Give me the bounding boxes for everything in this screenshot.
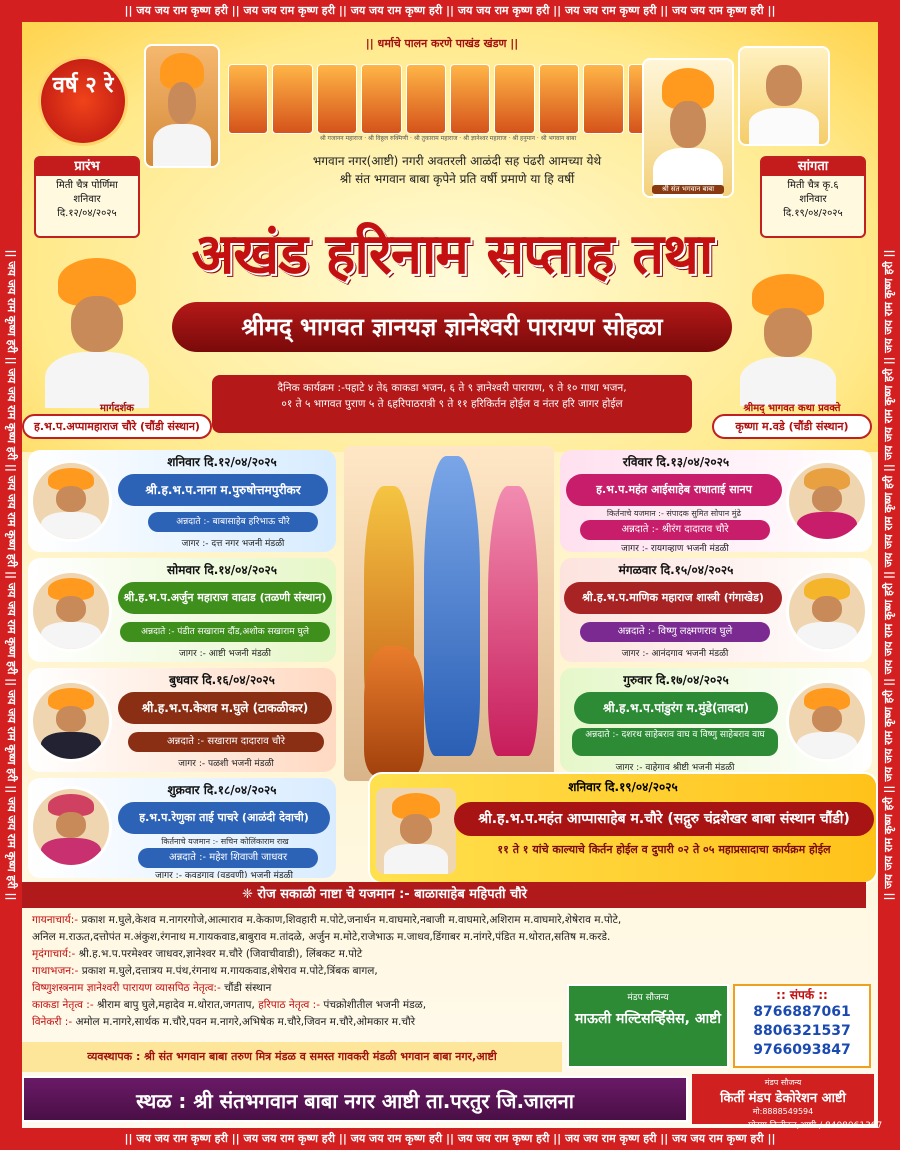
guide-name: ह.भ.प.अप्पामहाराज चौरे (चौंडी संस्थान) bbox=[22, 414, 212, 439]
credit-vyaspith bbox=[32, 980, 552, 997]
day-speaker: श्री.ह.भ.प.पांडुरंग म.मुंडे(तावदा) bbox=[574, 692, 778, 724]
credit-key: काकडा नेतृत्व :- bbox=[32, 999, 94, 1011]
deity-image bbox=[406, 64, 446, 134]
venue: स्थळ : श्री संतभगवान बाबा नगर आष्टी ता.परतुर जि.जालना bbox=[22, 1076, 688, 1122]
deity-image bbox=[450, 64, 490, 134]
deity-caption: श्री गजानन महाराज · श्री विठ्ठल रुक्मिणी · श्री तुकाराम महाराज · श्री ज्ञानेश्वर महाराज · श्री हनुमान · श्री भगवान बाबा bbox=[319, 135, 577, 142]
end-label: सांगता bbox=[762, 158, 864, 176]
deity-image bbox=[361, 64, 401, 134]
main-title: अखंड हरिनाम सप्ताह तथा bbox=[191, 221, 713, 287]
finale-note: ११ ते १ यांचे काल्याचे किर्तन होईल व दुपारी ०२ ते ०५ महाप्रसादाचा कार्यक्रम होईल bbox=[497, 843, 831, 856]
speaker-thumb bbox=[376, 788, 456, 874]
guide-caption: मार्गदर्शक bbox=[100, 403, 134, 414]
deity-image bbox=[494, 64, 534, 134]
speaker-thumb bbox=[30, 680, 112, 762]
day-speaker: श्री.ह.भ.प.नाना म.पुरुषोत्तमपुरीकर bbox=[118, 474, 328, 506]
day-speaker: श्री.ह.भ.प.केशव म.घुले (टाकळीकर) bbox=[118, 692, 332, 724]
day-date: मंगळवार दि.१५/०४/२०२५ bbox=[618, 563, 734, 577]
decor-sponsor bbox=[692, 1074, 874, 1124]
start-box bbox=[34, 156, 140, 238]
phone-number[interactable]: 9766093847 bbox=[753, 1042, 851, 1058]
ram-darbar-image bbox=[344, 446, 554, 781]
deity-images bbox=[228, 64, 668, 134]
credit-value: पंचक्रोशीतील भजनी मंडळ, bbox=[323, 999, 427, 1011]
day-jagar: जागर :- वाहेगाव श्रीष्टी भजनी मंडळी bbox=[615, 763, 735, 772]
finale-speaker: श्री.ह.भ.प.महंत आप्पासाहेब म.चौरे (सद्गुरु चंद्रशेखर बाबा संस्थान चौंडी) bbox=[454, 802, 874, 836]
day-card bbox=[28, 668, 336, 772]
day-date: रविवार दि.१३/०४/२०२५ bbox=[622, 455, 730, 469]
credit-vineti bbox=[32, 1014, 552, 1031]
speaker-thumb bbox=[30, 786, 112, 868]
daily-schedule bbox=[212, 375, 692, 433]
day-date: गुरुवार दि.१७/०४/२०२५ bbox=[623, 673, 729, 687]
intro-text bbox=[222, 152, 692, 188]
day-food-donor: अन्नदाते :- पंडीत सखाराम दौंड,अशोक सखाराम घुले bbox=[120, 622, 330, 642]
day-food-donor: अन्नदाते :- सखाराम दादाराव चौरे bbox=[128, 732, 324, 752]
daily-line: दैनिक कार्यक्रम :-पहाटे ४ ते६ काकडा भजन, ६ ते ९ ज्ञानेश्वरी पारायण, ९ ते १० गाथा भजन, bbox=[277, 382, 627, 394]
credit-key: गाथाभजन:- bbox=[32, 965, 79, 977]
credit-value: प्रकाश म.घुले,दत्तात्रय म.पंथ,रंगनाथ म.गायकवाड,शेषेराव म.पोटे,त्रिंबक बागल, bbox=[81, 965, 378, 977]
contact-box bbox=[733, 984, 871, 1068]
border-chant-left: || जय जय राम कृष्ण हरी || जय जय राम कृष्ण हरी || जय जय राम कृष्ण हरी || जय जय राम कृष्ण हरी || जय जय राम कृष्ण हरी || जय जय राम कृष्ण हरी || bbox=[5, 249, 18, 901]
day-jagar: जागर :- कवडगाव (वडवणी) भजनी मंडळी bbox=[155, 871, 293, 878]
credit-key: विष्णुशस्त्रनाम ज्ञानेश्वरी पारायण व्यासपिठ नेतृत्व:- bbox=[32, 982, 221, 994]
border-right bbox=[878, 22, 900, 1128]
day-card bbox=[28, 558, 336, 662]
end-line: शनिवार bbox=[799, 194, 827, 205]
manager-line: व्यवस्थापक : श्री संत भगवान बाबा तरुण मित्र मंडळ व समस्त गावकरी मंडळी भगवान बाबा नगर,आष्टी bbox=[22, 1042, 562, 1072]
day-host: किर्तनाचे यजमान :- सचिन कोलिंकाराम राख bbox=[161, 837, 289, 846]
credit-key: विनेकरी :- bbox=[32, 1016, 73, 1028]
day-speaker: ह.भ.प.रेणुका ताई पाचरे (आळंदी देवाची) bbox=[118, 802, 330, 834]
credit-value: श्रीराम बापु घुले,महादेव म.थोरात,जगताप, bbox=[96, 999, 255, 1011]
border-chant-right: || जय जय राम कृष्ण हरी || जय जय राम कृष्ण हरी || जय जय राम कृष्ण हरी || जय जय राम कृष्ण हरी || जय जय राम कृष्ण हरी || जय जय राम कृष्ण हरी || bbox=[882, 249, 895, 901]
day-food-donor: अन्नदाते :- श्रीरंग दादाराव चौरे bbox=[580, 520, 770, 540]
credit-singers-cont: अनिल म.राऊत,दत्तोपंत म.अंकुश,रंगनाथ म.गायकवाड,बाबुराव म.तांदळे, अर्जुन म.मोटे,राजेभाऊ म.जाधव,डिंगाबर म.नांगरे,पंडित म.थोरात,सतिष म.करडे. bbox=[32, 931, 611, 943]
day-jagar: जागर :- रायगव्हाण भजनी मंडळी bbox=[621, 544, 729, 552]
bhagwan-baba-plaque: श्री संत भगवान बाबा bbox=[652, 185, 724, 194]
day-jagar: जागर :- पळशी भजनी मंडळी bbox=[178, 759, 274, 769]
credit-key: मृदंगाचार्य:- bbox=[32, 948, 76, 960]
end-date: दि.१९/०४/२०२५ bbox=[783, 208, 843, 219]
deity-image bbox=[272, 64, 312, 134]
deity-image bbox=[228, 64, 268, 134]
speaker-thumb bbox=[786, 460, 868, 542]
day-host: किर्तनाचे यजमान :- संपादक सुमित सोपान मुंढे bbox=[606, 509, 742, 518]
day-speaker: श्री.ह.भ.प.अर्जुन महाराज वाढाड (तळणी संस्थान) bbox=[118, 582, 332, 614]
day-food-donor: अन्नदाते :- महेश शिवाजी जाधवर bbox=[138, 848, 318, 868]
credit-singers bbox=[32, 912, 862, 929]
contact-heading: :: संपर्क :: bbox=[776, 988, 828, 1002]
day-date: सोमवार दि.१४/०४/२०२५ bbox=[167, 563, 277, 577]
credit-kakda bbox=[32, 997, 552, 1014]
deity-image bbox=[583, 64, 623, 134]
day-card bbox=[560, 668, 872, 772]
credit-gatha bbox=[32, 963, 862, 980]
phone-number[interactable]: 8766887061 bbox=[753, 1004, 851, 1020]
footer-credit: मोरया डिजीटल,आष्टी / 8408061367 bbox=[748, 1121, 883, 1131]
intro-line: भगवान नगर(आष्टी) नगरी अवतरली आळंदी सह पंढरी आमच्या येथे bbox=[312, 154, 602, 168]
start-date: दि.१२/०४/२०२५ bbox=[57, 208, 117, 219]
border-left bbox=[0, 22, 22, 1128]
decor-heading: मंडप सौजन्य bbox=[764, 1078, 802, 1087]
end-box bbox=[760, 156, 866, 238]
daily-line: ०१ ते ५ भागवत पुराण ५ ते ६हरिपाठरात्री ९ ते ११ हरिकिर्तन होईल व नंतर हरि जागर होईल bbox=[281, 398, 623, 410]
deity-image bbox=[539, 64, 579, 134]
day-food-donor: अन्नदाते :- विष्णु लक्ष्मणराव घुले bbox=[580, 622, 770, 642]
day-date: शनिवार दि.१२/०४/२०२५ bbox=[167, 455, 277, 469]
day-food-donor: अन्नदाते :- बाबासाहेब हरिभाऊ चौरे bbox=[148, 512, 318, 532]
speaker-thumb bbox=[30, 460, 112, 542]
end-line: मिती चैत्र कृ.६ bbox=[787, 180, 839, 191]
day-speaker: श्री.ह.भ.प.माणिक महाराज शास्त्री (गंगाखेड) bbox=[564, 582, 782, 614]
finale-card bbox=[368, 772, 878, 884]
decor-name: किर्ती मंडप डेकोरेशन आष्टी bbox=[720, 1091, 846, 1106]
politician-photo bbox=[738, 46, 830, 146]
credit-mridang bbox=[32, 946, 862, 963]
mandap-sponsor bbox=[567, 984, 729, 1068]
phone-number[interactable]: 8806321537 bbox=[753, 1023, 851, 1039]
border-chant-top: || जय जय राम कृष्ण हरी || जय जय राम कृष्ण हरी || जय जय राम कृष्ण हरी || जय जय राम कृष्ण हरी || जय जय राम कृष्ण हरी || जय जय राम कृष्ण हरी || bbox=[124, 4, 776, 17]
start-line: शनिवार bbox=[73, 194, 101, 205]
deity-image bbox=[317, 64, 357, 134]
speaker-thumb bbox=[786, 680, 868, 762]
day-jagar: जागर :- आष्टी भजनी मंडळी bbox=[179, 649, 271, 659]
speaker-name: कृष्णा म.वडे (चौंडी संस्थान) bbox=[712, 414, 872, 439]
saint-photo bbox=[144, 44, 220, 168]
sponsor-name: माऊली मल्टिसर्व्हिसेस, आष्टी bbox=[575, 1011, 721, 1027]
credit-value: श्री.ह.भ.प.परमेश्वर जाधवर,ज्ञानेश्वर म.चौरे (जिवाचीवाडी), लिंबकट म.पोटे bbox=[78, 948, 363, 960]
deity-figure bbox=[424, 456, 480, 756]
day-card bbox=[28, 778, 336, 878]
tagline: || धर्माचे पालन करणे पाखंड खंडण || bbox=[365, 37, 519, 50]
credit-value: प्रकाश म.घुले,केशव म.नागरगोजे,आत्माराव म.केकाण,शिवहारी म.पोटे,जनार्धन म.वाघमारे,नबाजी म.वाघमारे,अशिराम म.वाघमारे,शेषेराव म.पोटे, bbox=[81, 914, 622, 926]
sponsor-heading: मंडप सौजन्य bbox=[627, 993, 669, 1003]
credit-key: हरिपाठ नेतृत्व :- bbox=[258, 999, 321, 1011]
year-badge: वर्ष २ रे bbox=[38, 56, 128, 146]
start-line: मिती चैत्र पोर्णिमा bbox=[56, 180, 118, 191]
day-jagar: जागर :- दत्त नगर भजनी मंडळी bbox=[181, 539, 285, 549]
start-label: प्रारंभ bbox=[36, 158, 138, 176]
deity-figure bbox=[364, 646, 424, 776]
day-food-donor: अन्नदाते :- दशरथ साहेबराव वाघ व विष्णु साहेबराव वाघ bbox=[572, 728, 778, 756]
poster-body bbox=[22, 22, 878, 1128]
speaker-photo bbox=[728, 266, 848, 406]
credit-key: गायनाचार्य:- bbox=[32, 914, 79, 926]
finale-date: शनिवार दि.१९/०४/२०२५ bbox=[568, 780, 678, 794]
speaker-caption: श्रीमद् भागवत कथा प्रवक्ते bbox=[743, 403, 841, 414]
day-card bbox=[560, 558, 872, 662]
speaker-thumb bbox=[30, 570, 112, 652]
day-jagar: जागर :- आनंदगाव भजनी मंडळी bbox=[621, 649, 729, 659]
day-date: बुधवार दि.१६/०४/२०२५ bbox=[169, 673, 275, 687]
day-card bbox=[28, 450, 336, 552]
day-speaker: ह.भ.प.महंत आईसाहेब राधाताई सानप bbox=[566, 474, 782, 506]
sub-title: श्रीमद् भागवत ज्ञानयज्ञ ज्ञानेश्वरी पारायण सोहळा bbox=[172, 302, 732, 352]
speaker-thumb bbox=[786, 570, 868, 652]
day-date: शुक्रवार दि.१८/०४/२०२५ bbox=[167, 783, 277, 797]
credit-value: चौंडी संस्थान bbox=[224, 982, 272, 994]
deity-figure bbox=[488, 486, 538, 756]
credit-value: अमोल म.नागरे,सार्थक म.चौरे,पवन म.नागरे,अभिषेक म.चौरे,जिवन म.चौरे,ओमकार म.चौरे bbox=[75, 1016, 416, 1028]
border-chant-bottom: || जय जय राम कृष्ण हरी || जय जय राम कृष्ण हरी || जय जय राम कृष्ण हरी || जय जय राम कृष्ण हरी || जय जय राम कृष्ण हरी || जय जय राम कृष्ण हरी || bbox=[124, 1132, 776, 1145]
breakfast-sponsor: ❈ रोज सकाळी नाष्टा चे यजमान :- बाळासाहेब महिपती चौरे bbox=[22, 882, 866, 908]
decor-mobile: मो:8888549594 bbox=[752, 1107, 814, 1116]
day-card bbox=[560, 450, 872, 552]
guide-photo bbox=[32, 248, 162, 408]
intro-line: श्री संत भगवान बाबा कृपेने प्रति वर्षी प्रमाणे या हि वर्षी bbox=[339, 172, 575, 186]
